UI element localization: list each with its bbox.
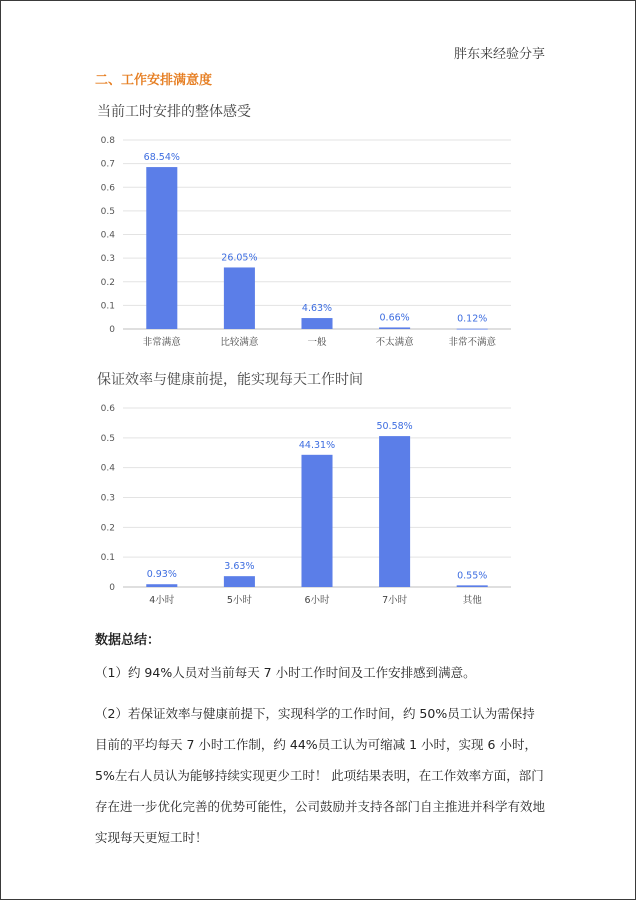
x-tick-label: 非常满意 <box>142 337 181 348</box>
y-tick-label: 0.4 <box>100 230 115 241</box>
chart-1-title: 当前工时安排的整体感受 <box>97 104 251 120</box>
chart-2 <box>89 397 519 612</box>
data-label: 0.66% <box>379 312 410 324</box>
bar-2 <box>224 267 255 329</box>
y-tick-label: 0.8 <box>100 136 115 146</box>
data-label: 0.93% <box>146 569 177 581</box>
bar-5 <box>457 329 488 330</box>
bar-4 <box>379 327 410 329</box>
x-tick-label: 一般 <box>307 337 327 348</box>
x-tick-label: 4小时 <box>149 595 175 606</box>
y-tick-label: 0.1 <box>100 553 115 564</box>
x-tick-label: 5小时 <box>226 595 252 606</box>
summary-paragraph-1 <box>95 657 547 688</box>
chart-2-title: 保证效率与健康前提，能实现每天工作时间 <box>97 372 363 388</box>
bar-1 <box>146 167 177 329</box>
data-label: 4.63% <box>301 303 333 315</box>
y-tick-label: 0.3 <box>100 254 115 265</box>
bar-3 <box>301 318 332 329</box>
x-tick-label: 比较满意 <box>220 337 259 348</box>
x-tick-label: 6小时 <box>304 595 330 606</box>
data-label: 0.55% <box>457 570 488 582</box>
chart-1 <box>89 129 519 354</box>
y-tick-label: 0.4 <box>100 463 115 474</box>
y-tick-label: 0.2 <box>100 277 115 288</box>
y-tick-label: 0.1 <box>100 301 115 312</box>
bar-1 <box>146 584 177 587</box>
data-label: 68.54% <box>143 152 180 164</box>
data-label: 44.31% <box>298 439 336 451</box>
y-tick-label: 0.7 <box>100 159 115 170</box>
y-tick-label: 0.5 <box>100 206 115 217</box>
data-label: 50.58% <box>376 421 413 433</box>
x-tick-label: 不太满意 <box>375 337 414 348</box>
data-label: 26.05% <box>221 252 258 264</box>
y-tick-label: 0.6 <box>100 404 115 414</box>
bar-3 <box>301 455 332 587</box>
data-label: 3.63% <box>224 561 255 573</box>
data-label: 0.12% <box>457 313 488 325</box>
bar-4 <box>379 436 410 587</box>
y-tick-label: 0 <box>109 325 115 335</box>
x-tick-label: 7小时 <box>382 595 408 606</box>
summary-p1-text: （1）约 94%人员对当前每天 7 小时工作时间及工作安排感到满意。 <box>95 665 476 680</box>
summary-p2-text: （2）若保证效率与健康前提下，实现科学的工作时间，约 50%员工认为需保持目前的平均每天 7 小时工作制，约 44%员工认为可缩减 1 小时，实现 6 小时，5%左右人员认为能够持续实现更少工时！ 此项结果表明，在工作效率方面，部门存在进一步优化完善的优势可能性，公司鼓励并支持各部门自主推进并科学有效地实现每天更短工时！ <box>95 706 546 845</box>
y-tick-label: 0.2 <box>100 523 115 534</box>
y-tick-label: 0 <box>109 583 115 593</box>
x-tick-label: 其他 <box>462 595 482 606</box>
section-title: 二、工作安排满意度 <box>95 73 213 88</box>
summary-heading: 数据总结： <box>95 633 161 648</box>
y-tick-label: 0.3 <box>100 493 115 504</box>
bar-5 <box>457 585 488 587</box>
y-tick-label: 0.5 <box>100 433 115 444</box>
y-tick-label: 0.6 <box>100 183 115 194</box>
bar-2 <box>224 576 255 587</box>
summary-paragraph-2 <box>95 698 547 853</box>
brand-header: 胖东来经验分享 <box>453 47 545 62</box>
x-tick-label: 非常不满意 <box>448 337 496 348</box>
